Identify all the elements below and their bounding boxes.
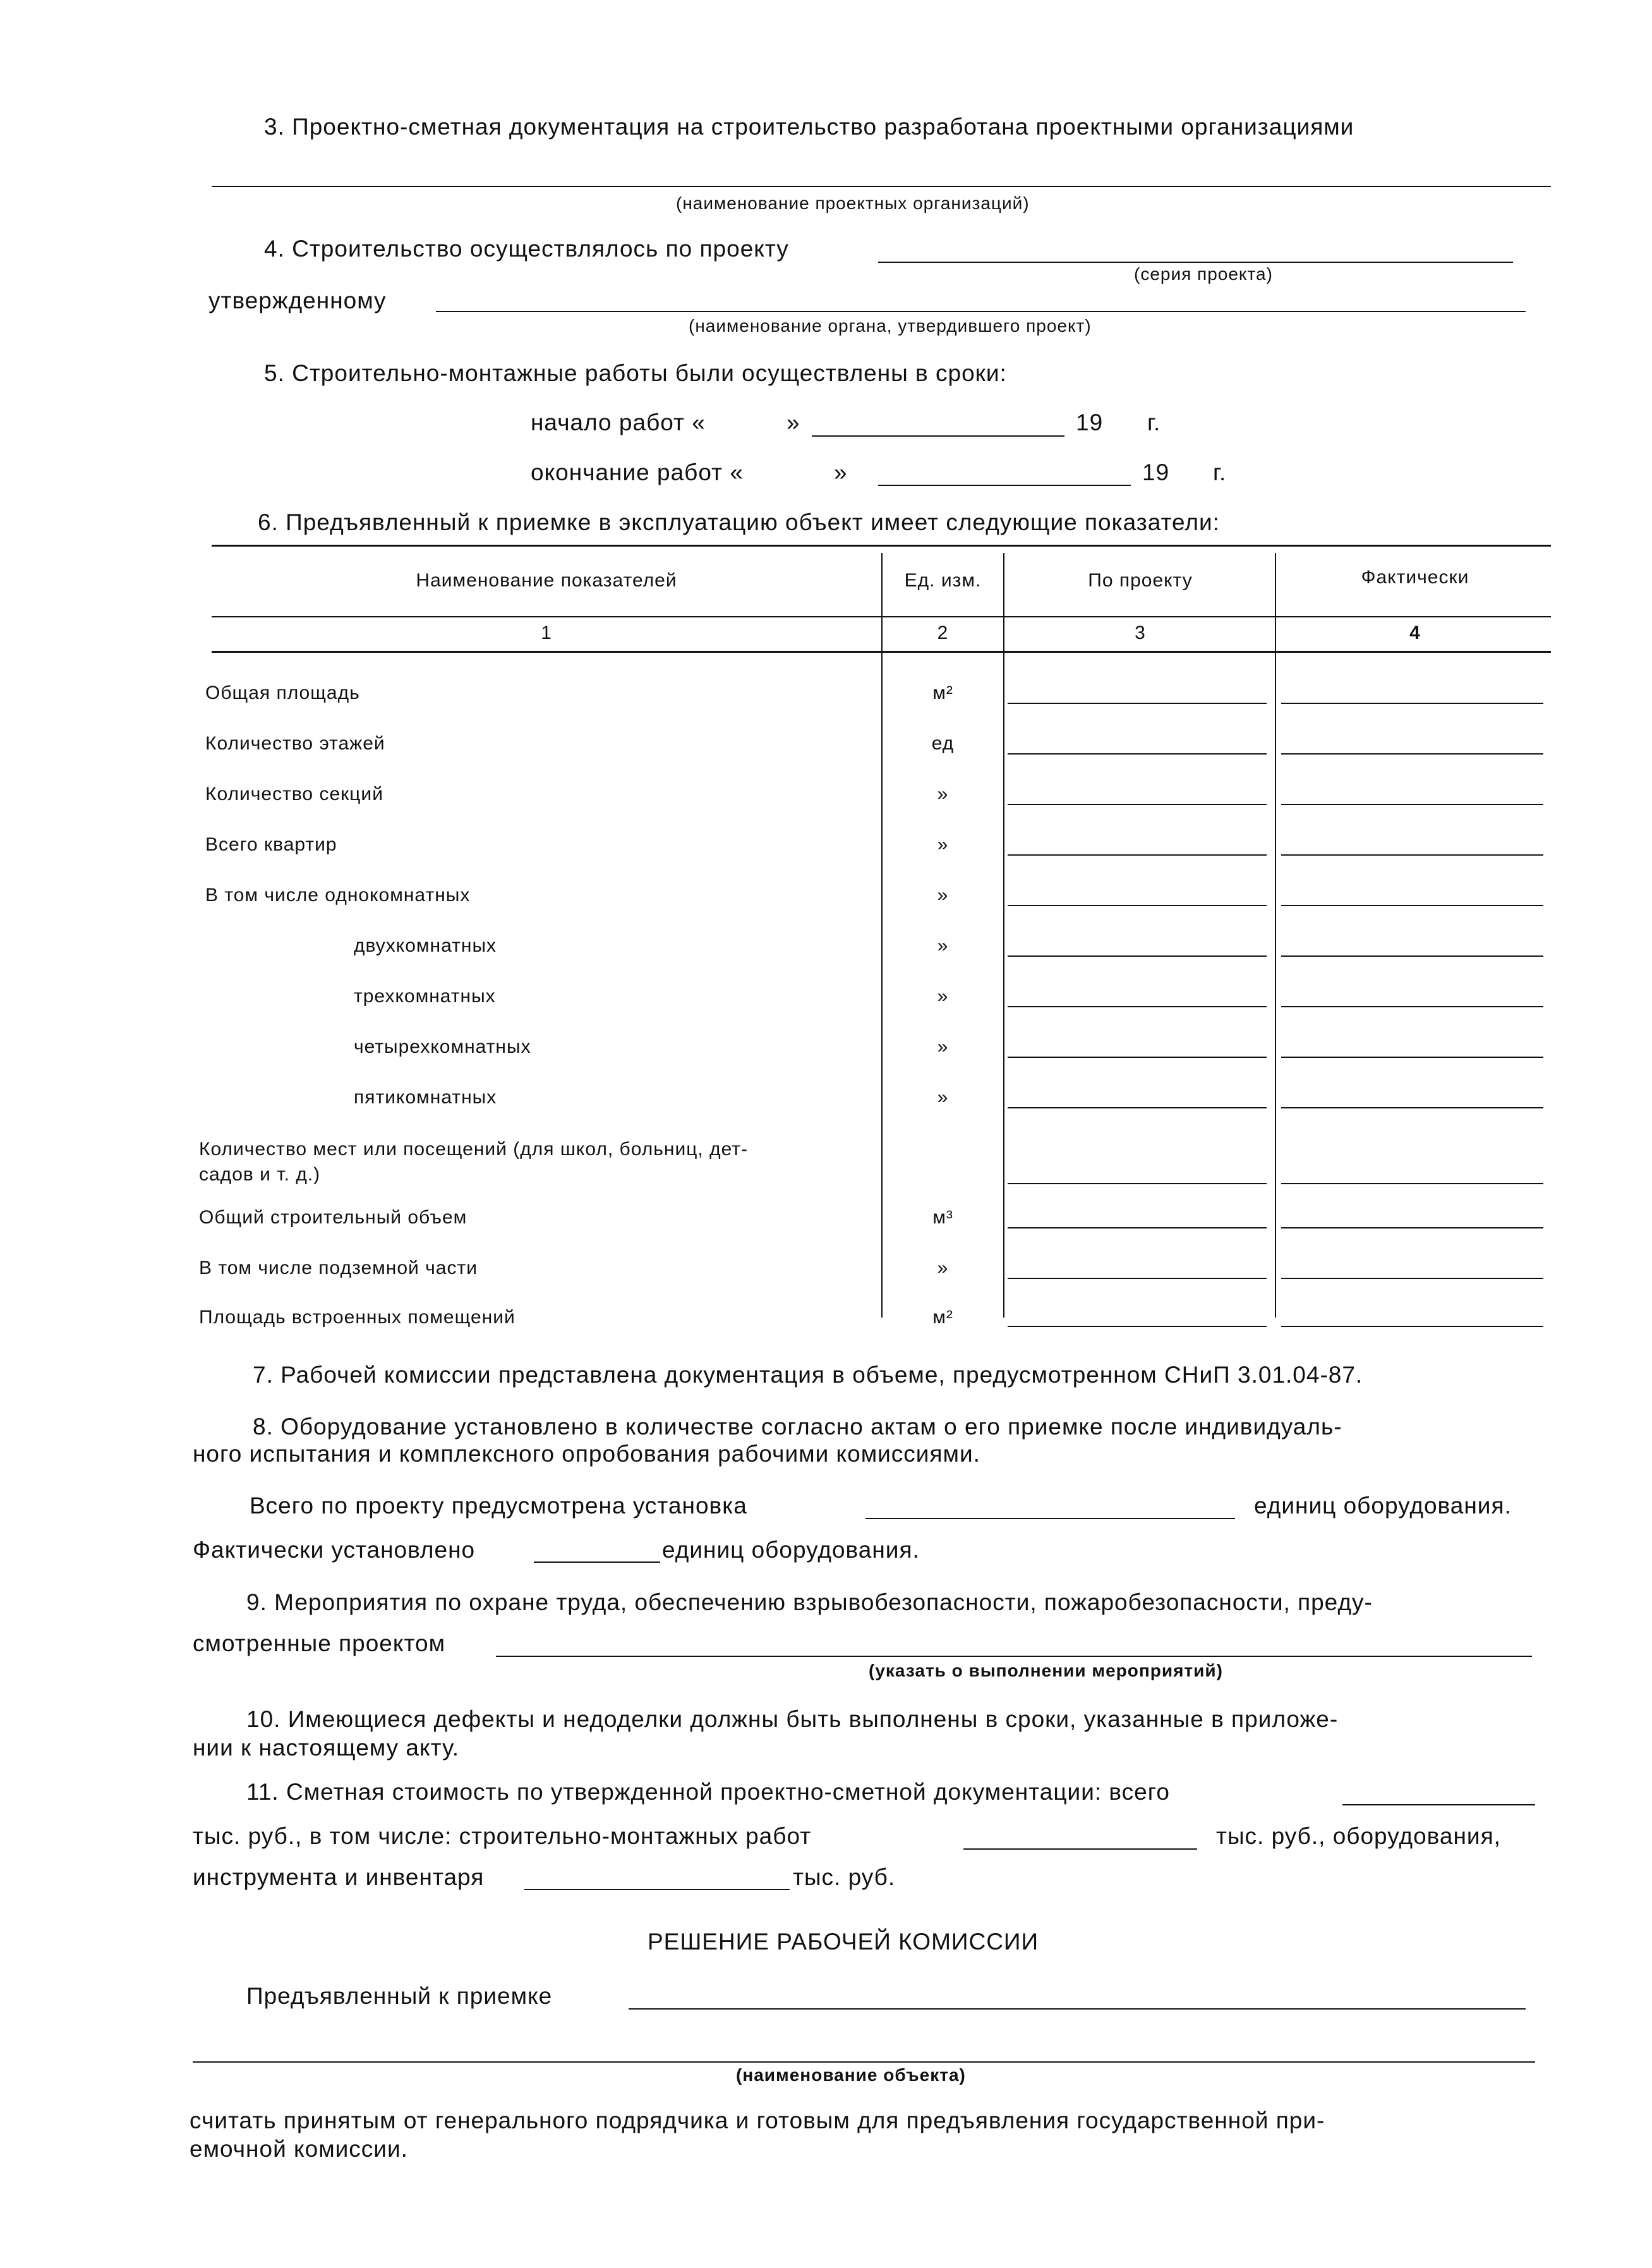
section-11-line2b: тыс. руб., оборудования, <box>1216 1823 1501 1849</box>
decision-object-caption: (наименование объекта) <box>736 2065 966 2085</box>
start-year-prefix: 19 <box>1076 409 1104 435</box>
table-row-unit: м³ <box>932 1207 953 1228</box>
table-row-unit: м² <box>932 1307 953 1328</box>
table-row-project-field[interactable] <box>1008 1006 1267 1007</box>
table-row-unit: » <box>937 1087 949 1108</box>
table-row-name: Общий строительный объем <box>199 1207 467 1228</box>
decision-line1: считать принятым от генерального подрядчика и готовым для предъявления государственной при- <box>190 2107 1325 2133</box>
section-6-text: 6. Предъявленный к приемке в эксплуатацию объект имеет следующие показатели: <box>258 509 1220 535</box>
table-row-project-field[interactable] <box>1008 955 1267 957</box>
col-number-1: 1 <box>541 622 552 643</box>
end-year-suffix: г. <box>1213 459 1227 485</box>
design-orgs-caption: (наименование проектных организаций) <box>676 193 1030 213</box>
table-row-actual-field[interactable] <box>1281 703 1543 704</box>
construction-cost-field[interactable] <box>963 1848 1197 1850</box>
table-col-divider-1 <box>881 553 883 1318</box>
decision-object-field-1[interactable] <box>629 2008 1526 2010</box>
header-by-project: По проекту <box>1088 570 1193 591</box>
section-11-line3b: тыс. руб. <box>793 1864 896 1890</box>
table-row-actual-field[interactable] <box>1281 854 1543 856</box>
table-row-project-field[interactable] <box>1008 905 1267 906</box>
start-date-label: начало работ « <box>531 409 706 435</box>
table-row-actual-field[interactable] <box>1281 1183 1543 1184</box>
table-row-actual-field[interactable] <box>1281 1057 1543 1058</box>
equipment-actual-label: Фактически установлено <box>193 1537 476 1563</box>
section-10-line2: нии к настоящему акту. <box>193 1735 460 1761</box>
approving-organ-field[interactable] <box>436 311 1526 312</box>
table-row-unit: » <box>937 1036 949 1057</box>
col-number-3: 3 <box>1135 622 1146 643</box>
total-cost-field[interactable] <box>1342 1804 1535 1805</box>
section-5-text: 5. Строительно-монтажные работы были осуществлены в сроки: <box>264 360 1007 386</box>
table-row-actual-field[interactable] <box>1281 1278 1543 1279</box>
table-row-project-field[interactable] <box>1008 1183 1267 1184</box>
table-row-actual-field[interactable] <box>1281 1227 1543 1228</box>
table-row-project-field[interactable] <box>1008 1326 1267 1327</box>
end-year-prefix: 19 <box>1142 459 1170 485</box>
decision-heading: РЕШЕНИЕ РАБОЧЕЙ КОМИССИИ <box>648 1929 1039 1955</box>
start-date-field[interactable] <box>812 435 1064 437</box>
table-row-name: трехкомнатных <box>354 986 496 1007</box>
table-col-divider-2 <box>1003 553 1004 1318</box>
table-row-actual-field[interactable] <box>1281 804 1543 805</box>
table-top-border <box>212 545 1551 547</box>
col-number-2: 2 <box>937 622 949 643</box>
design-orgs-field[interactable] <box>212 186 1551 187</box>
table-row-actual-field[interactable] <box>1281 1107 1543 1108</box>
start-date-close-quote: » <box>787 409 800 435</box>
table-row-name-continued: садов и т. д.) <box>199 1164 321 1185</box>
header-unit: Ед. изм. <box>904 570 982 591</box>
table-row-project-field[interactable] <box>1008 753 1267 755</box>
table-row-unit: » <box>937 885 949 906</box>
decision-object-label: Предъявленный к приемке <box>246 1983 553 2009</box>
tools-cost-field[interactable] <box>524 1889 790 1890</box>
section-3-text: 3. Проектно-сметная документация на строительство разработана проектными организациями <box>264 114 1354 140</box>
section-7-text: 7. Рабочей комиссии представлена документация в объеме, предусмотренном СНиП 3.01.04-87. <box>253 1362 1363 1388</box>
table-row-unit: » <box>937 1258 949 1278</box>
equipment-actual-suffix: единиц оборудования. <box>662 1537 920 1563</box>
approved-by-label: утвержденному <box>208 288 387 313</box>
table-row-name: Общая площадь <box>205 682 360 703</box>
section-8-line2: ного испытания и комплексного опробования рабочими комиссиями. <box>193 1441 980 1467</box>
safety-measures-caption: (указать о выполнении мероприятий) <box>869 1661 1223 1680</box>
table-row-name: Количество этажей <box>205 733 385 754</box>
section-10-line1: 10. Имеющиеся дефекты и недоделки должны быть выполнены в сроки, указанные в приложе- <box>246 1706 1339 1732</box>
equipment-total-suffix: единиц оборудования. <box>1254 1493 1512 1519</box>
table-row-project-field[interactable] <box>1008 1278 1267 1279</box>
table-row-unit: » <box>937 986 949 1007</box>
equipment-total-field[interactable] <box>865 1518 1235 1519</box>
table-row-unit: » <box>937 834 949 855</box>
decision-object-field-2[interactable] <box>193 2061 1535 2063</box>
table-row-actual-field[interactable] <box>1281 905 1543 906</box>
numbers-underline <box>212 651 1551 653</box>
table-row-project-field[interactable] <box>1008 703 1267 704</box>
table-row-name: Количество секций <box>205 784 383 804</box>
table-row-actual-field[interactable] <box>1281 955 1543 957</box>
header-actual: Фактически <box>1361 567 1469 588</box>
end-date-field[interactable] <box>878 485 1131 486</box>
table-row-name: Всего квартир <box>205 834 337 855</box>
equipment-total-label: Всего по проекту предусмотрена установка <box>250 1493 747 1519</box>
section-11-line1: 11. Сметная стоимость по утвержденной проектно-сметной документации: всего <box>246 1779 1171 1805</box>
table-row-unit: м² <box>932 682 953 703</box>
table-row-name: четырехкомнатных <box>354 1036 531 1057</box>
section-9-line2: смотренные проектом <box>193 1630 446 1656</box>
section-4-text: 4. Строительство осуществлялось по проекту <box>264 236 789 262</box>
table-row-unit: » <box>937 935 949 956</box>
approving-organ-caption: (наименование органа, утвердившего проект) <box>689 316 1092 336</box>
section-11-line2a: тыс. руб., в том числе: строительно-монтажных работ <box>193 1823 812 1849</box>
table-row-name: В том числе подземной части <box>199 1258 478 1278</box>
decision-line2: емочной комиссии. <box>190 2136 408 2162</box>
table-col-divider-3 <box>1275 553 1276 1318</box>
header-indicator-name: Наименование показателей <box>416 570 677 591</box>
end-date-label: окончание работ « <box>531 459 744 485</box>
project-series-field[interactable] <box>878 262 1513 263</box>
project-series-caption: (серия проекта) <box>1134 264 1273 284</box>
table-row-unit: ед <box>931 733 955 754</box>
table-row-name: двухкомнатных <box>354 935 497 956</box>
table-row-project-field[interactable] <box>1008 1107 1267 1108</box>
table-row-project-field[interactable] <box>1008 854 1267 856</box>
section-9-line1: 9. Мероприятия по охране труда, обеспечению взрывобезопасности, пожаробезопасности, преду- <box>246 1589 1373 1615</box>
table-row-name: В том числе однокомнатных <box>205 885 471 906</box>
col-number-4: 4 <box>1409 622 1421 643</box>
table-row-actual-field[interactable] <box>1281 1326 1543 1327</box>
start-year-suffix: г. <box>1147 409 1161 435</box>
table-row-unit: » <box>937 784 949 804</box>
table-row-project-field[interactable] <box>1008 1227 1267 1228</box>
table-row-name: пятикомнатных <box>354 1087 497 1108</box>
table-row-actual-field[interactable] <box>1281 753 1543 755</box>
table-row-name: Площадь встроенных помещений <box>199 1307 515 1328</box>
table-row-project-field[interactable] <box>1008 1057 1267 1058</box>
table-row-actual-field[interactable] <box>1281 1006 1543 1007</box>
table-row-project-field[interactable] <box>1008 804 1267 805</box>
safety-measures-field[interactable] <box>496 1656 1532 1657</box>
equipment-actual-field[interactable] <box>534 1562 660 1563</box>
section-8-line1: 8. Оборудование установлено в количестве согласно актам о его приемке после индивидуаль- <box>253 1414 1342 1440</box>
section-11-line3a: инструмента и инвентаря <box>193 1864 485 1890</box>
table-row-name: Количество мест или посещений (для школ, больниц, дет- <box>199 1139 748 1160</box>
header-underline <box>212 616 1551 617</box>
end-date-close-quote: » <box>834 459 848 485</box>
